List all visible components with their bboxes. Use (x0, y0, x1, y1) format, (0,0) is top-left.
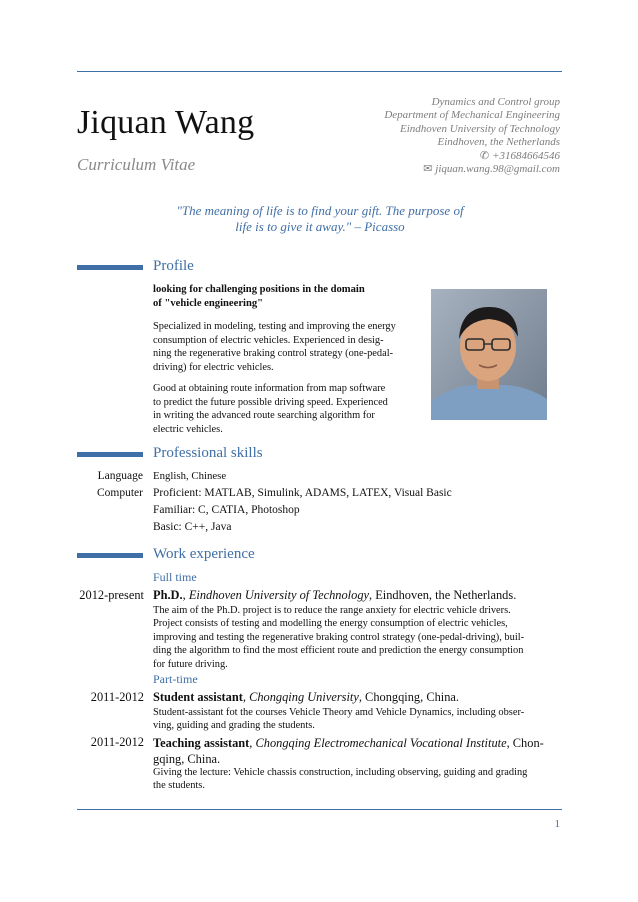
entry-desc-line: Giving the lecture: Vehicle chassis construction, including observing, guiding and grading (153, 767, 528, 778)
entry-desc-line: Student-assistant fot the courses Vehicle Theory amd Vehicle Dynamics, including obser- (153, 707, 525, 718)
skill-label-computer: Computer (97, 487, 143, 499)
address-line: Department of Mechanical Engineering (384, 109, 560, 122)
address-line: Eindhoven University of Technology (400, 122, 560, 135)
entry-location: , Chon- (506, 736, 544, 750)
skill-label-language: Language (97, 470, 143, 482)
email-line[interactable] (384, 163, 560, 176)
email-address[interactable]: jiquan.wang.98@gmail.com (435, 163, 560, 176)
skill-value-familiar: Familiar: C, CATIA, Photoshop (153, 504, 300, 516)
address-line: Dynamics and Control group (431, 96, 560, 108)
profile-text-line: to predict the future possible driving speed. Experienced (153, 396, 388, 408)
entry-heading: Teaching assistant, Chongqing Electromechanical Vocational Institute, Chon- gqing, China. (153, 736, 544, 766)
entry-years: 2012-present (79, 588, 144, 602)
entry-role: Ph.D. (153, 588, 183, 602)
entry-desc-line: ding the algorithm to find the most efficient route and prediction the energy consumption (153, 645, 524, 657)
person-name: Jiquan Wang (77, 104, 255, 141)
address-line: Eindhoven, the Netherlands (437, 136, 560, 149)
entry-org: Chongqing University (249, 690, 359, 704)
phone-icon: ✆ (479, 149, 490, 162)
entry-description (153, 706, 563, 733)
entry-years: 2011-2012 (90, 690, 144, 704)
entry-heading: Ph.D., Eindhoven University of Technology, Eindhoven, the Netherlands. (153, 588, 517, 602)
section-bar (77, 553, 143, 558)
profile-photo (431, 289, 547, 420)
profile-text-line: ning the regenerative braking control strategy (one-pedal- (153, 348, 394, 360)
entry-description (153, 604, 563, 671)
entry-role: Teaching assistant (153, 736, 250, 750)
entry-org: Eindhoven University of Technology (188, 588, 370, 602)
profile-paragraph (153, 382, 388, 436)
top-rule (77, 71, 562, 72)
profile-text-line: Specialized in modeling, testing and improving the energy (153, 321, 396, 332)
profile-text-line: driving) for electric vehicles. (153, 361, 274, 373)
skill-value-language: English, Chinese (153, 470, 227, 482)
skill-value-proficient: Proficient: MATLAB, Simulink, ADAMS, LATEX, Visual Basic (153, 487, 452, 499)
section-bar (77, 452, 143, 457)
subhead-fulltime: Full time (153, 570, 197, 584)
bottom-rule (77, 809, 562, 810)
quote (150, 203, 490, 234)
envelope-icon: ✉ (423, 163, 433, 176)
profile-headline-line: of "vehicle engineering" (153, 297, 264, 309)
section-bar (77, 265, 143, 270)
section-title-skills: Professional skills (153, 445, 263, 461)
entry-desc-line: The aim of the Ph.D. project is to reduce the range anxiety for electric vehicle drivers. (153, 605, 511, 616)
phone-number: +31684664546 (492, 149, 560, 162)
entry-heading: Student assistant, Chongqing University, Chongqing, China. (153, 690, 460, 704)
entry-desc-line: improving and testing the regenerative braking control strategy (one-pedal-driving), buil- (153, 631, 525, 643)
profile-text-line: consumption of electric vehicles. Experienced in desig- (153, 334, 384, 346)
profile-headline-line: looking for challenging positions in the domain (153, 284, 365, 295)
entry-org: Chongqing Electromechanical Vocational Institute (255, 736, 507, 750)
entry-role: Student assistant (153, 690, 243, 704)
profile-headline (153, 283, 365, 310)
contact-block (384, 96, 560, 176)
entry-location: , Eindhoven, the Netherlands. (369, 588, 517, 602)
profile-text-line: electric vehicles. (153, 423, 223, 435)
entry-location-cont: gqing, China. (153, 752, 221, 766)
quote-line: "The meaning of life is to find your gift. The purpose of (176, 203, 464, 218)
section-title-work: Work experience (153, 546, 255, 562)
entry-desc-line: ving, guiding and grading the students. (153, 720, 315, 732)
quote-line: life is to give it away." – Picasso (235, 218, 405, 234)
section-title-profile: Profile (153, 258, 194, 274)
profile-text-line: in writing the advanced route searching algorithm for (153, 410, 375, 422)
phone-line (384, 150, 560, 163)
page-number: 1 (554, 818, 560, 830)
entry-desc-line: for future driving. (153, 658, 228, 670)
entry-location: , Chongqing, China. (358, 690, 460, 704)
entry-desc-line: Project consists of testing and modelling the energy consumption of electric vehicles, (153, 618, 508, 630)
profile-text-line: Good at obtaining route information from map software (153, 383, 386, 394)
subhead-parttime: Part-time (153, 672, 198, 686)
entry-desc-line: the students. (153, 780, 205, 792)
document-subtitle: Curriculum Vitae (77, 155, 196, 174)
profile-paragraph (153, 320, 396, 374)
entry-description (153, 766, 563, 793)
entry-years: 2011-2012 (90, 735, 144, 749)
skill-value-basic: Basic: C++, Java (153, 521, 232, 533)
